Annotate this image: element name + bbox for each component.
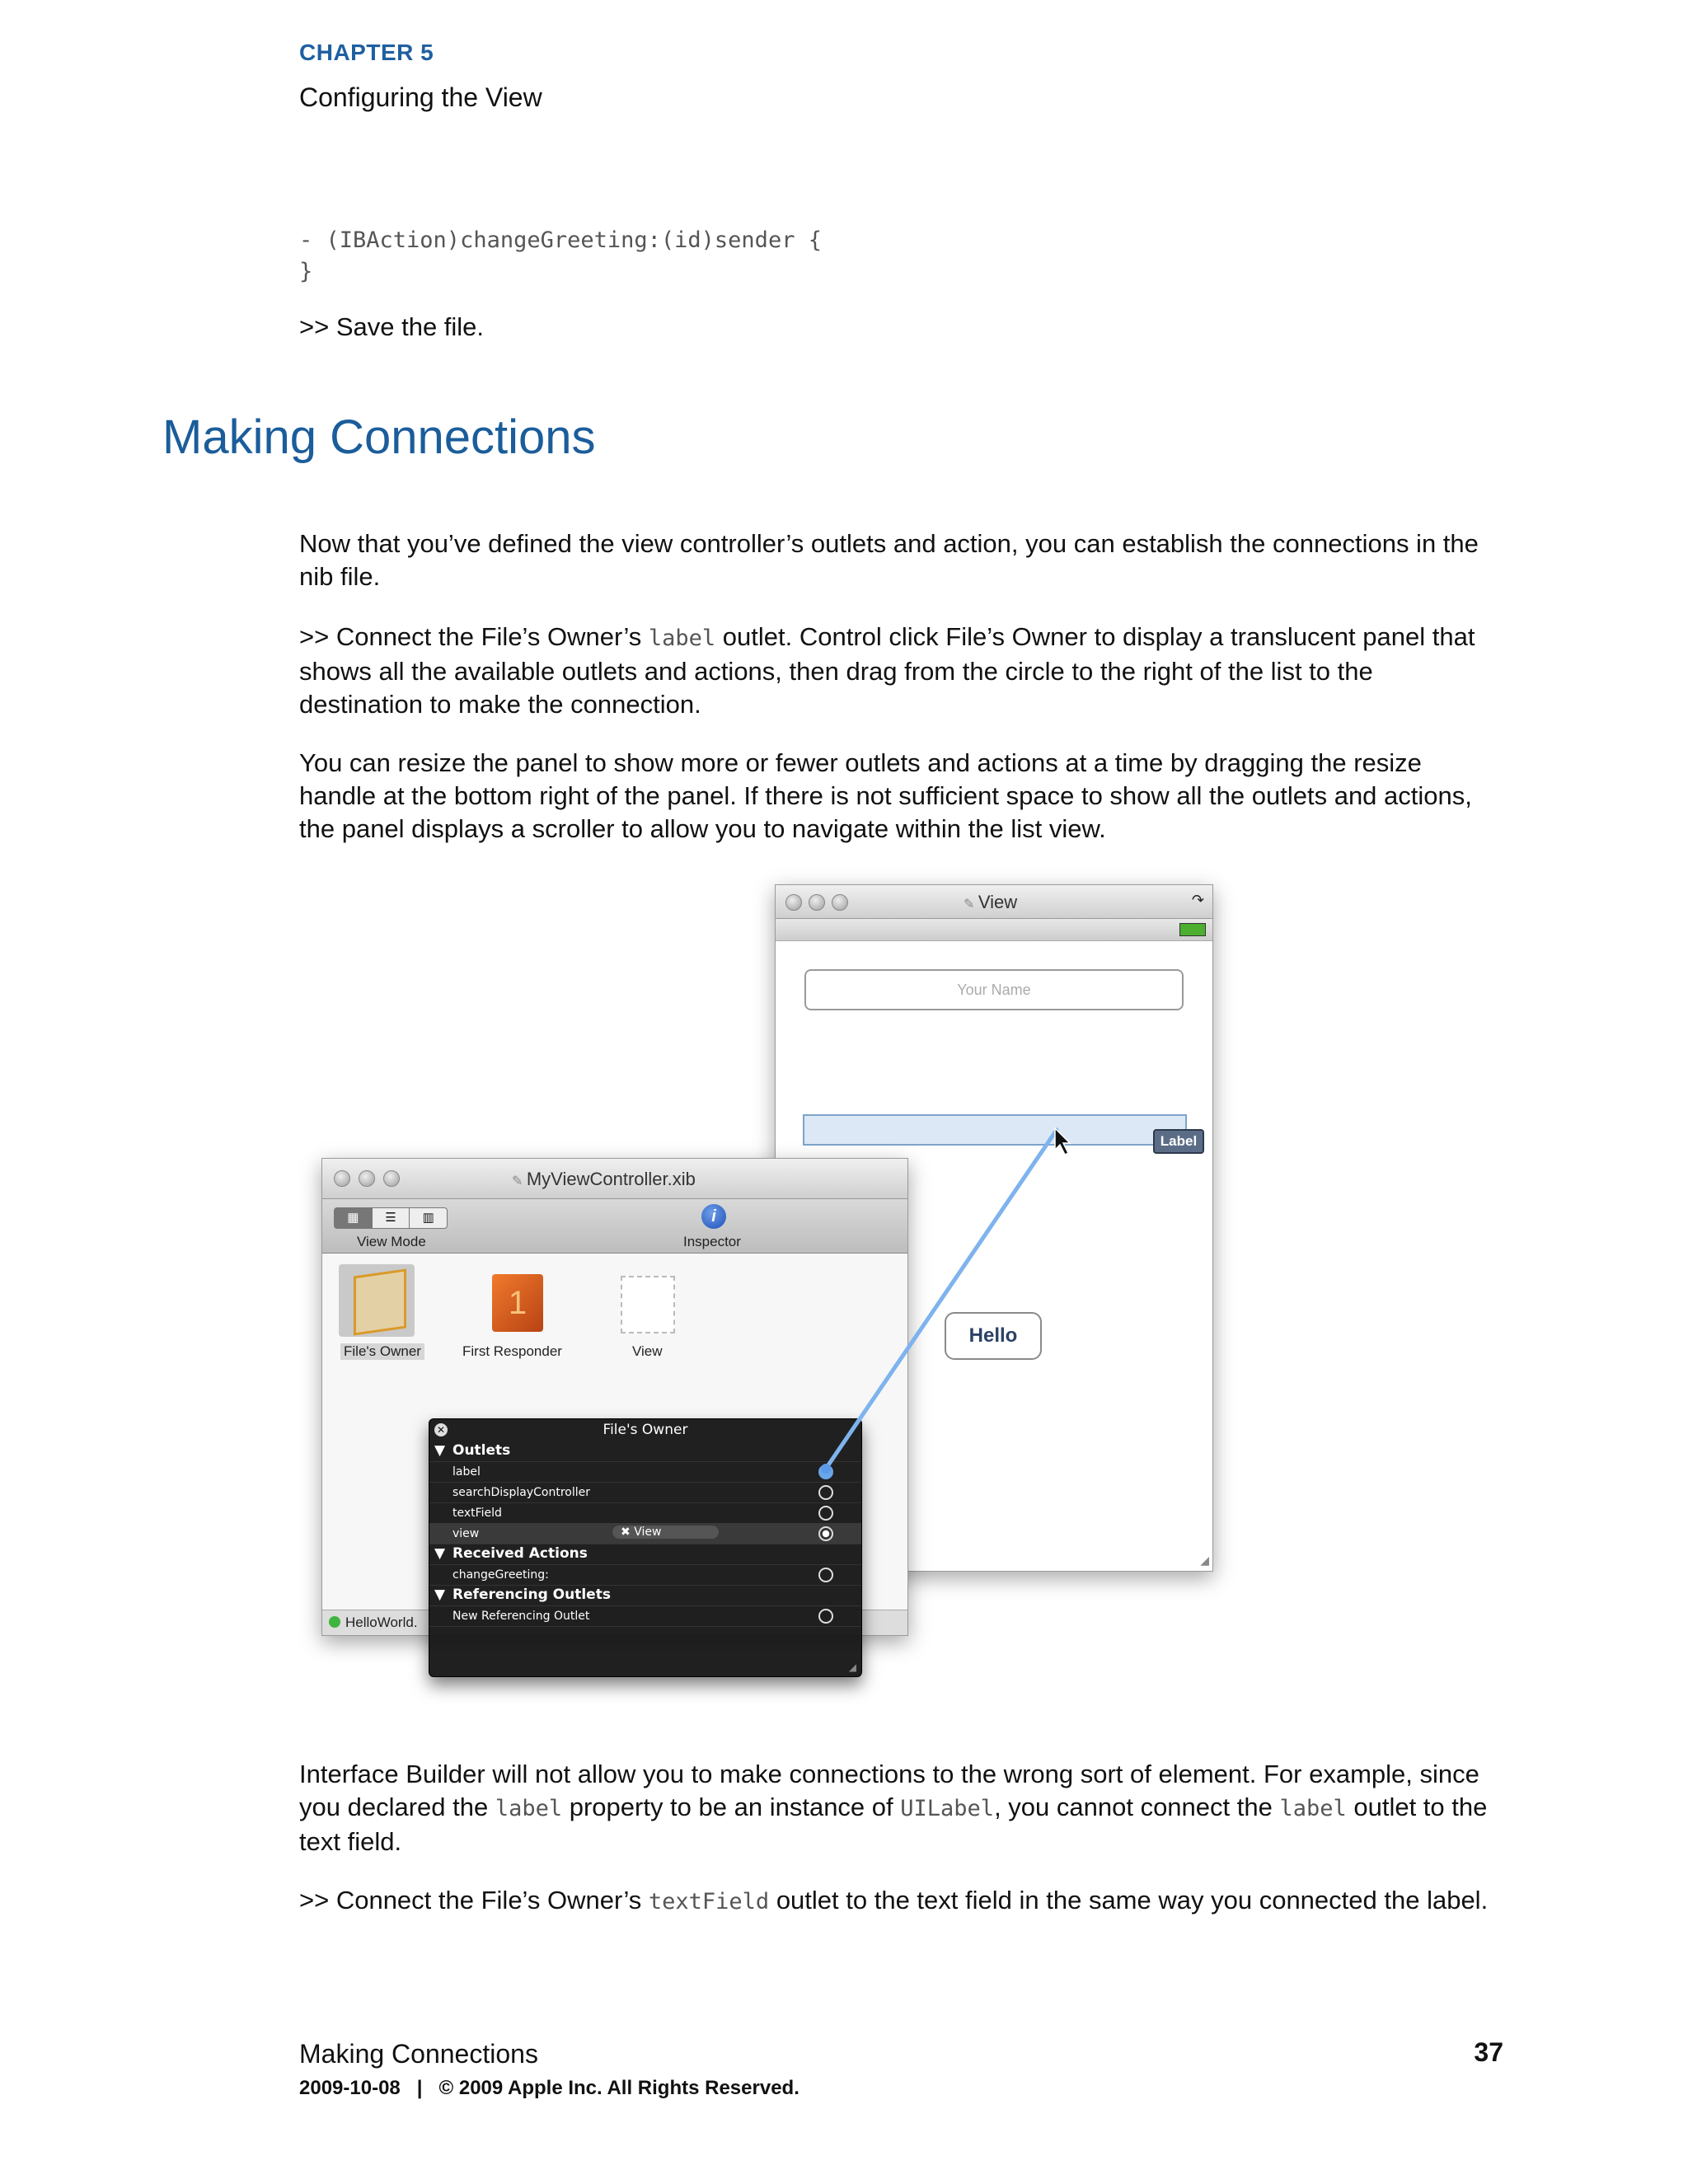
panel-title: File's Owner [603,1422,688,1438]
referencing-outlet-row[interactable]: New Referencing Outlet [429,1605,861,1627]
disclosure-triangle-icon[interactable]: ▼ [434,1442,446,1459]
paragraph-resize: You can resize the panel to show more or fewer outlets and actions at a time by dragging the resize handle at the bottom right of the panel. If there is not sufficient space to show all the outlets and actions, the panel displays a scroller to allow you to navigate within the list view. [299,748,1472,843]
hello-button[interactable]: Hello [945,1312,1042,1360]
icon-view-icon[interactable]: ▦ [335,1208,372,1228]
inspector-icon[interactable]: i [701,1204,726,1229]
chapter-title: Configuring the View [299,82,542,112]
inspector-label: Inspector [683,1234,741,1249]
connection-line [313,878,1236,1690]
footer-copyright: 2009-10-08 | © 2009 Apple Inc. All Rights Reserved. [299,2077,799,2099]
paragraph-connect-textfield [299,1884,1503,1919]
document-icon: ✎ [964,898,978,912]
figure-interface-builder [313,878,1236,1690]
text: outlet. Control click File’s Owner to display a translucent panel that shows all the available outlets and actions, then drag from the circle to the right of the list to the destination to make the connection. [299,622,1475,719]
column-view-icon[interactable]: ▥ [409,1208,447,1228]
rotate-icon[interactable]: ↷ [1191,892,1204,908]
step-save-file: >> Save the file. [299,312,485,341]
code-textfield: textField [648,1889,770,1915]
received-actions-header[interactable]: ▼ Received Actions [429,1544,861,1565]
xib-window-title: ✎ MyViewController.xib [512,1169,696,1189]
outlet-row[interactable]: textField [429,1502,861,1524]
code-label: label [648,626,716,651]
text: outlet to the text field in the same way you connected the label. [769,1886,1489,1915]
label-badge: Label [1153,1129,1204,1154]
text: Interface Builder will not allow you to make connections to the wrong sort of element. For example, since you declared the [299,1760,1479,1821]
view-mode-label: View Mode [357,1234,426,1249]
paragraph-connect-label [299,621,1503,721]
paragraph-wrong-element [299,1758,1503,1858]
outlet-row[interactable]: label [429,1461,861,1483]
resize-handle-icon[interactable]: ◢ [848,1661,856,1673]
chapter-label: CHAPTER 5 [299,40,434,65]
first-responder-icon[interactable]: 1 [492,1274,543,1332]
mouse-cursor-icon [1055,1128,1070,1155]
code-uilabel: UILabel [900,1796,995,1821]
text: property to be an instance of [562,1793,901,1821]
connected-target[interactable]: ✖ View [612,1526,719,1539]
disclosure-triangle-icon[interactable]: ▼ [434,1586,446,1603]
disclosure-triangle-icon[interactable]: ▼ [434,1545,446,1562]
outlet-row[interactable]: searchDisplayController [429,1482,861,1503]
connection-line-stroke [826,1130,1057,1469]
close-icon[interactable]: ✕ [434,1423,448,1436]
outlets-header[interactable]: ▼ Outlets [429,1441,861,1462]
section-heading: Making Connections [162,410,596,464]
outlet-row[interactable]: view ✖ View [429,1523,861,1544]
referencing-outlets-header[interactable]: ▼ Referencing Outlets [429,1585,861,1606]
code-label: label [495,1796,563,1821]
connection-start-dot [821,1464,831,1474]
text: >> Connect the File’s Owner’s [299,622,649,651]
text: , you cannot connect the [994,1793,1280,1821]
resize-handle-icon[interactable]: ◢ [1200,1554,1209,1567]
code-label: label [1279,1796,1347,1821]
document-icon: ✎ [512,1174,527,1188]
view-object-label: View [632,1343,663,1359]
paragraph-intro: Now that you’ve defined the view controller’s outlets and action, you can establish the connections in the nib file. [299,529,1479,591]
text: outlet to the text field. [299,1793,1488,1856]
footer-section-title: Making Connections [299,2039,538,2069]
name-text-field[interactable]: Your Name [804,969,1184,1010]
action-row[interactable]: changeGreeting: [429,1564,861,1586]
text: >> Connect the File’s Owner’s [299,1886,649,1915]
project-name: HelloWorld. [345,1615,418,1630]
files-owner-label: File's Owner [340,1343,424,1360]
page-number: 37 [1474,2037,1503,2067]
disconnect-icon[interactable]: ✖ [621,1526,635,1539]
first-responder-label: First Responder [462,1343,562,1359]
list-view-icon[interactable]: ☰ [372,1208,410,1228]
code-block: - (IBAction)changeGreeting:(id)sender { } [299,227,822,284]
view-window-title: ✎ View [964,892,1018,912]
